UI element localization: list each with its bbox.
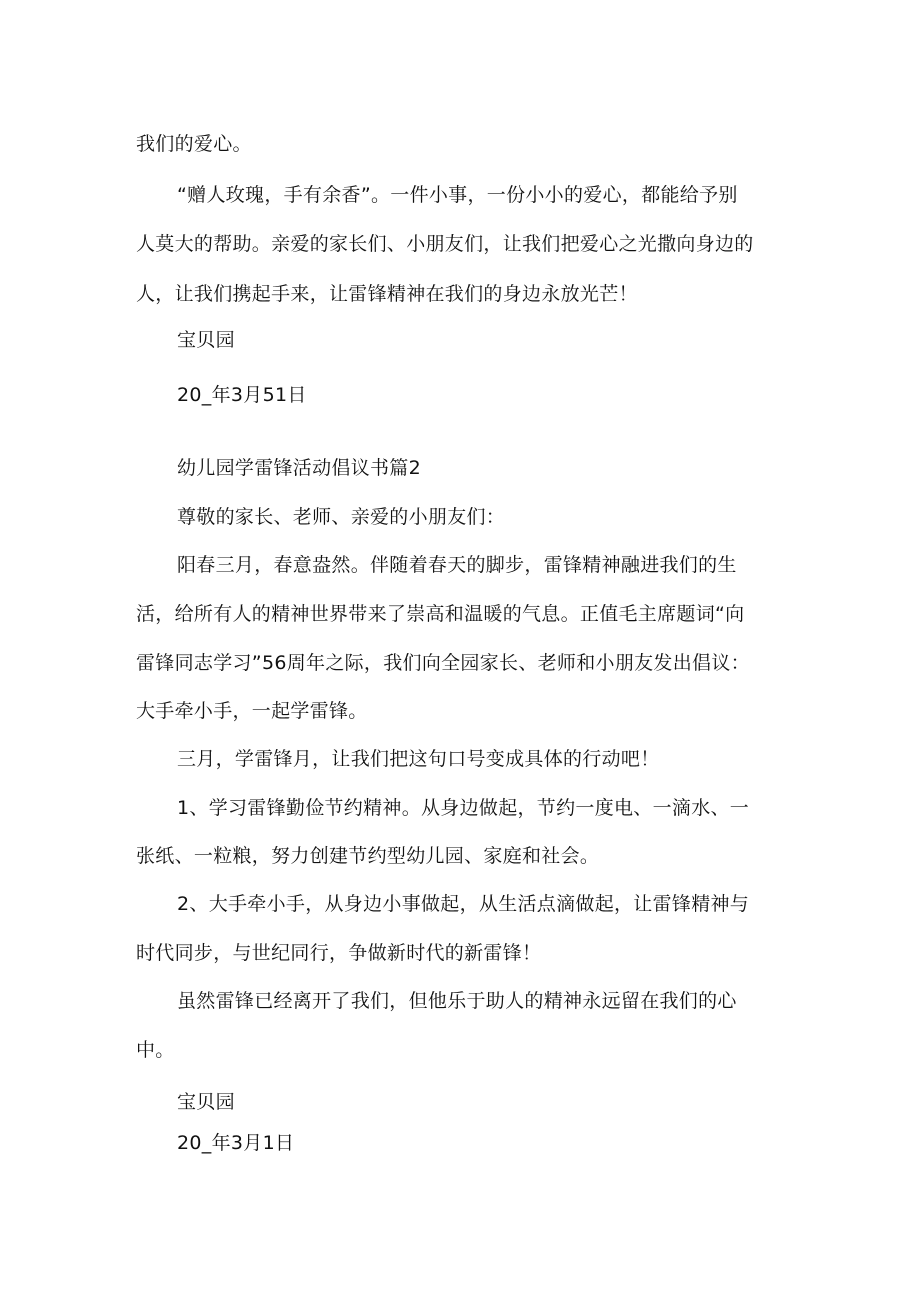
text-line: 我们的爱心。 <box>136 133 252 155</box>
section-title: 幼儿园学雷锋活动倡议书篇2 <box>177 457 421 479</box>
text-line: 三月，学雷锋月，让我们把这句口号变成具体的行动吧！ <box>177 748 660 770</box>
signature-date: 20_年3月1日 <box>177 1132 295 1154</box>
list-item-continued: 时代同步，与世纪同行，争做新时代的新雷锋！ <box>136 942 542 964</box>
text-line: 人莫大的帮助。亲爱的家长们、小朋友们，让我们把爱心之光撒向身边的 <box>136 233 754 255</box>
signature-date: 20_年3月51日 <box>177 384 307 406</box>
text-line: 中。 <box>136 1039 175 1061</box>
signature-name: 宝贝园 <box>177 329 235 351</box>
list-item-continued: 张纸、一粒粮，努力创建节约型幼儿园、家庭和社会。 <box>136 845 600 867</box>
text-line: 活，给所有人的精神世界带来了崇高和温暖的气息。正值毛主席题词“向 <box>136 603 745 625</box>
text-line: 大手牵小手，一起学雷锋。 <box>136 700 368 722</box>
signature-name: 宝贝园 <box>177 1091 235 1113</box>
list-item: 1、学习雷锋勤俭节约精神。从身边做起，节约一度电、一滴水、一 <box>177 797 750 819</box>
text-line: 人，让我们携起手来，让雷锋精神在我们的身边永放光芒！ <box>136 283 638 305</box>
text-line: 雷锋同志学习”56周年之际，我们向全园家长、老师和小朋友发出倡议： <box>136 652 750 674</box>
text-line: “赠人玫瑰，手有余香”。一件小事，一份小小的爱心，都能给予别 <box>177 184 738 206</box>
text-line: 阳春三月，春意盎然。伴随着春天的脚步，雷锋精神融进我们的生 <box>177 554 737 576</box>
list-item: 2、大手牵小手，从身边小事做起，从生活点滴做起，让雷锋精神与 <box>177 893 750 915</box>
text-line: 虽然雷锋已经离开了我们，但他乐于助人的精神永远留在我们的心 <box>177 990 737 1012</box>
salutation: 尊敬的家长、老师、亲爱的小朋友们： <box>177 506 506 528</box>
